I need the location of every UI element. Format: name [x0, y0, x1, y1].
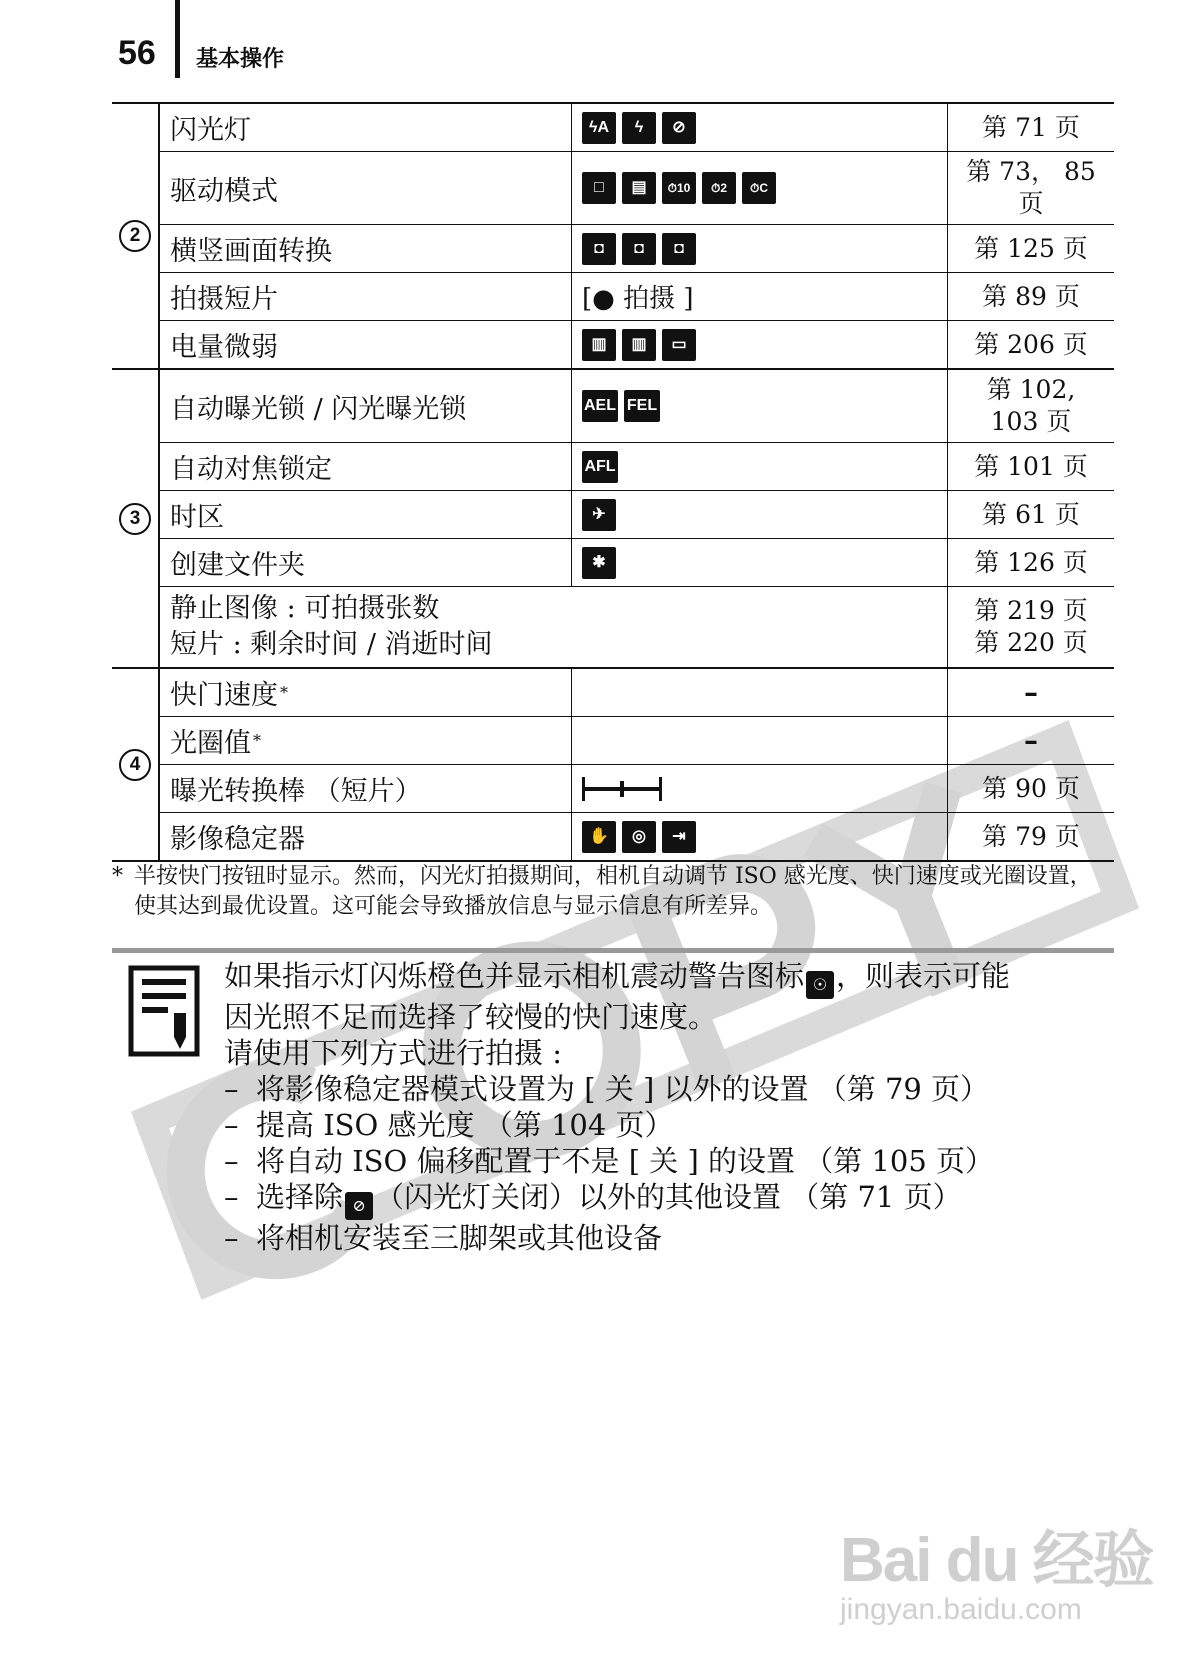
row-label: 快门速度 [170, 680, 278, 711]
list-item: – 选择除 ⊘ （闪光灯关闭）以外的其他设置 （第 71 页） [224, 1179, 1114, 1220]
page-number: 56 [118, 34, 156, 72]
exposure-shift-bar-icon [582, 777, 662, 801]
table-row [160, 669, 1114, 717]
page-ref: 第 101 页 [974, 451, 1088, 481]
table-row [160, 321, 1114, 368]
row-label: 电量微弱 [160, 321, 572, 368]
footnote-mark: * [112, 864, 123, 889]
page-ref: 第 206 页 [974, 329, 1088, 359]
memo-icon [128, 965, 200, 1057]
group-marker: 2 [119, 220, 151, 252]
table-row [160, 370, 1114, 443]
baidu-logo: Bai du 经验 [840, 1526, 1153, 1595]
page-ref: 第 102, [986, 375, 1076, 404]
custom-timer-icon: ⏱C [742, 172, 776, 204]
flash-off-icon: ⊘ [345, 1192, 373, 1220]
page-ref: 第 126 页 [974, 547, 1088, 577]
page-ref: 第 125 页 [974, 233, 1088, 263]
orientation-icon: ◘ [582, 233, 616, 265]
info-table [112, 102, 1114, 862]
row-label: 创建文件夹 [160, 539, 572, 586]
page-ref: 第 219 页 [974, 596, 1088, 625]
table-row [160, 813, 1114, 860]
table-group-2 [112, 104, 1114, 370]
table-row [160, 104, 1114, 152]
airplane-icon: ✈ [582, 499, 616, 531]
row-label: 驱动模式 [160, 152, 572, 224]
list-item: – 将影像稳定器模式设置为 [ 关 ] 以外的设置 （第 79 页） [224, 1072, 990, 1106]
row-label: 静止图像 : 可拍摄张数 [170, 593, 440, 624]
battery-empty-icon: ▭ [662, 329, 696, 361]
self-timer-10s-icon: ⏱10 [662, 172, 696, 204]
page-ref: 第 90 页 [982, 773, 1080, 803]
note-line: ，则表示可能 [836, 959, 1011, 993]
page-ref: – [1024, 675, 1038, 709]
page-ref: 第 61 页 [982, 499, 1080, 529]
list-item: – 将自动 ISO 偏移配置于不是 [ 关 ] 的设置 （第 105 页） [224, 1144, 995, 1178]
afl-icon: AFL [582, 451, 618, 483]
group-marker: 3 [119, 503, 151, 535]
page-ref: 103 页 [990, 407, 1072, 436]
stabilizer-panning-icon: ⇥ [662, 821, 696, 853]
page-ref: 第 71 页 [982, 112, 1080, 142]
battery-low-icon: ▥ [582, 329, 616, 361]
baidu-watermark [840, 1510, 1153, 1627]
flash-on-icon: ϟ [622, 112, 656, 144]
page-ref: 第 73， 85 页 [966, 157, 1096, 218]
note-line: 请使用下列方式进行拍摄 : [224, 1036, 562, 1070]
table-group-4 [112, 669, 1114, 860]
page-ref: 第 79 页 [982, 821, 1080, 851]
row-label: 自动曝光锁 / 闪光曝光锁 [160, 370, 572, 442]
header-divider [175, 0, 180, 78]
note-divider [112, 948, 1114, 953]
row-label: 曝光转换棒 （短片） [160, 765, 572, 812]
continuous-shot-icon: ▤ [622, 172, 656, 204]
group-marker: 4 [119, 749, 151, 781]
note-line: 因光照不足而选择了较慢的快门速度。 [224, 1000, 718, 1034]
table-row [160, 717, 1114, 765]
footnote [112, 862, 1112, 922]
section-title: 基本操作 [196, 47, 285, 72]
table-row [160, 443, 1114, 491]
row-label: 影像稳定器 [160, 813, 572, 860]
orientation-right-icon: ◘ [622, 233, 656, 265]
note-line: 如果指示灯闪烁橙色并显示相机震动警告图标 [224, 959, 805, 993]
table-row [160, 225, 1114, 273]
battery-low-2-icon: ▥ [622, 329, 656, 361]
row-label: 光圈值 [170, 728, 251, 759]
fel-icon: FEL [624, 390, 660, 422]
create-folder-icon: ✱ [582, 547, 616, 579]
movie-record-indicator: [● 拍摄 ] [572, 273, 948, 320]
stabilizer-continuous-icon: ◎ [622, 821, 656, 853]
note-text [224, 958, 1114, 1256]
single-shot-icon: □ [582, 172, 616, 204]
list-item: – 提高 ISO 感光度 （第 104 页） [224, 1108, 674, 1142]
table-row [160, 152, 1114, 225]
footnote-marker: * [280, 683, 288, 702]
row-label: 拍摄短片 [160, 273, 572, 320]
table-row [160, 765, 1114, 813]
page-ref: 第 220 页 [974, 628, 1088, 657]
table-row [160, 587, 1114, 667]
page-ref: 第 89 页 [982, 281, 1080, 311]
camera-shake-warning-icon: ☉ [806, 971, 834, 999]
orientation-left-icon: ◘ [662, 233, 696, 265]
table-row [160, 539, 1114, 587]
table-row [160, 491, 1114, 539]
footnote-marker: * [253, 731, 261, 750]
row-label: 时区 [160, 491, 572, 538]
row-label: 短片 : 剩余时间 / 消逝时间 [170, 629, 493, 660]
list-item: – 将相机安装至三脚架或其他设备 [224, 1221, 663, 1255]
baidu-site: jingyan.baidu.com [840, 1593, 1082, 1626]
page-ref: – [1024, 723, 1038, 757]
self-timer-2s-icon: ⏱2 [702, 172, 736, 204]
table-group-3 [112, 370, 1114, 669]
flash-auto-icon: ϟA [582, 112, 616, 144]
footnote-text: 半按快门按钮时显示。然而，闪光灯拍摄期间，相机自动调节 ISO 感光度、快门速度或光圈设置，使其达到最优设置。这可能会导致播放信息与显示信息有所差异。 [134, 864, 1092, 919]
row-label: 自动对焦锁定 [160, 443, 572, 490]
table-row [160, 273, 1114, 321]
row-label: 横竖画面转换 [160, 225, 572, 272]
ael-icon: AEL [582, 390, 618, 422]
row-label: 闪光灯 [160, 104, 572, 151]
flash-off-icon: ⊘ [662, 112, 696, 144]
stabilizer-hand-icon: ✋ [582, 821, 616, 853]
